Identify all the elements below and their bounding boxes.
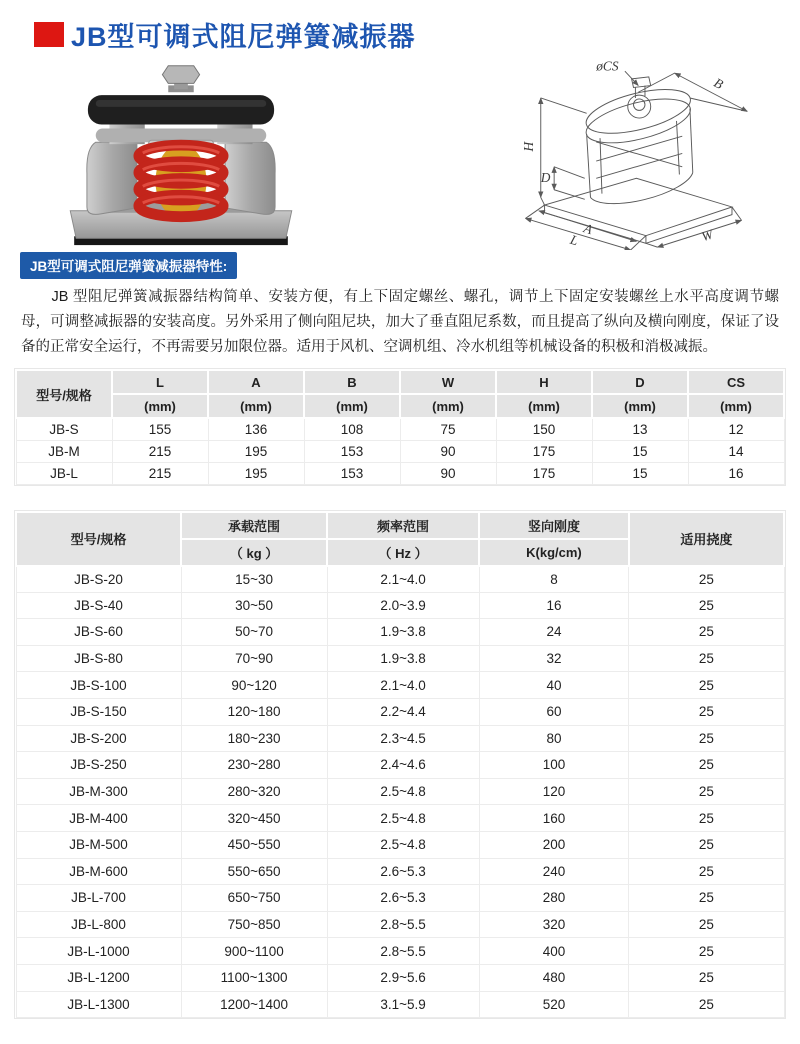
table-row [16,964,784,991]
value-cell: 215 [112,440,208,462]
value-cell: 280 [479,885,629,912]
value-cell: 2.8~5.5 [327,911,479,938]
value-cell: 90 [400,440,496,462]
table-row [16,645,784,672]
dim-label-b: B [711,74,726,93]
model-cell: JB-S [16,418,112,440]
spec-table-body [16,566,784,1018]
table-row [16,991,784,1018]
dim-label-w: W [699,226,715,245]
value-cell: 450~550 [181,831,327,858]
value-cell: 136 [208,418,304,440]
frequency-range-header: 频率范围 [327,512,479,539]
value-cell: 80 [479,725,629,752]
model-cell: JB-L [16,462,112,484]
dim-table-body [16,418,784,484]
unit-header: (mm) [592,394,688,418]
value-cell: 400 [479,938,629,965]
spring-isolator-photo [52,54,310,250]
model-cell: JB-S-60 [16,619,181,646]
dim-label-h: H [521,141,537,152]
table-row [16,885,784,912]
value-cell: 2.1~4.0 [327,672,479,699]
red-square-icon [34,22,64,47]
value-cell: 15~30 [181,566,327,593]
specification-table [14,510,786,1020]
value-cell: 2.5~4.8 [327,831,479,858]
model-cell: JB-M [16,440,112,462]
value-cell: 2.9~5.6 [327,964,479,991]
value-cell: 8 [479,566,629,593]
value-cell: 25 [629,619,784,646]
value-cell: 320 [479,911,629,938]
dim-label-a: A [581,220,595,238]
product-photo [52,54,310,250]
value-cell: 50~70 [181,619,327,646]
column-header-a: A [208,370,304,394]
value-cell: 215 [112,462,208,484]
value-cell: 2.3~4.5 [327,725,479,752]
value-cell: 75 [400,418,496,440]
dim-label-l: L [568,231,581,249]
table-row [16,805,784,832]
value-cell: 25 [629,805,784,832]
value-cell: 24 [479,619,629,646]
model-cell: JB-S-80 [16,645,181,672]
column-header-l: L [112,370,208,394]
value-cell: 13 [592,418,688,440]
value-cell: 25 [629,645,784,672]
dimension-drawing [481,54,786,250]
value-cell: 25 [629,991,784,1018]
value-cell: 195 [208,440,304,462]
unit-header: (mm) [304,394,400,418]
value-cell: 60 [479,698,629,725]
model-cell: JB-M-500 [16,831,181,858]
model-column-header: 型号/规格 [16,512,181,566]
table-row [16,698,784,725]
model-cell: JB-S-250 [16,752,181,779]
value-cell: 175 [496,440,592,462]
value-cell: 2.4~4.6 [327,752,479,779]
value-cell: 25 [629,938,784,965]
value-cell: 25 [629,592,784,619]
value-cell: 900~1100 [181,938,327,965]
value-cell: 90 [400,462,496,484]
table-row [16,752,784,779]
value-cell: 25 [629,964,784,991]
value-cell: 30~50 [181,592,327,619]
deflection-header: 适用挠度 [629,512,784,566]
model-cell: JB-L-1000 [16,938,181,965]
value-cell: 16 [688,462,784,484]
model-cell: JB-S-40 [16,592,181,619]
value-cell: 153 [304,440,400,462]
model-cell: JB-L-800 [16,911,181,938]
dimension-table [14,368,786,486]
table-row [16,911,784,938]
visuals-row [0,52,800,250]
table-row [16,592,784,619]
model-cell: JB-L-1300 [16,991,181,1018]
dimension-table-head [16,370,784,418]
value-cell: 153 [304,462,400,484]
model-cell: JB-L-1200 [16,964,181,991]
table-row [16,418,784,440]
value-cell: 1100~1300 [181,964,327,991]
features-banner: JB型可调式阻尼弹簧减振器特性: [20,252,237,279]
value-cell: 155 [112,418,208,440]
value-cell: 1.9~3.8 [327,619,479,646]
load-range-unit: （ kg ） [181,539,327,566]
value-cell: 25 [629,725,784,752]
model-cell: JB-M-400 [16,805,181,832]
value-cell: 1.9~3.8 [327,645,479,672]
value-cell: 650~750 [181,885,327,912]
value-cell: 180~230 [181,725,327,752]
table-row [16,672,784,699]
value-cell: 120 [479,778,629,805]
table-row [16,462,784,484]
page-header [34,18,800,50]
value-cell: 25 [629,911,784,938]
model-column-header: 型号/规格 [16,370,112,418]
value-cell: 25 [629,698,784,725]
value-cell: 3.1~5.9 [327,991,479,1018]
unit-header: (mm) [400,394,496,418]
model-cell: JB-S-100 [16,672,181,699]
value-cell: 320~450 [181,805,327,832]
value-cell: 120~180 [181,698,327,725]
value-cell: 25 [629,752,784,779]
unit-header: (mm) [112,394,208,418]
value-cell: 100 [479,752,629,779]
column-header-w: W [400,370,496,394]
value-cell: 2.2~4.4 [327,698,479,725]
value-cell: 25 [629,566,784,593]
value-cell: 90~120 [181,672,327,699]
value-cell: 550~650 [181,858,327,885]
table-row [16,566,784,593]
value-cell: 2.5~4.8 [327,805,479,832]
column-header-b: B [304,370,400,394]
table-row [16,725,784,752]
unit-header: (mm) [208,394,304,418]
value-cell: 280~320 [181,778,327,805]
column-header-h: H [496,370,592,394]
value-cell: 25 [629,831,784,858]
value-cell: 70~90 [181,645,327,672]
model-cell: JB-M-600 [16,858,181,885]
product-description: JB 型阻尼弹簧减振器结构简单、安装方便，有上下固定螺丝、螺孔，调节上下固定安装螺丝上水平高度调节螺母，可调整减振器的安装高度。另外采用了侧向阻尼块，加大了垂直阻尼系数，而且提高了纵向及横向刚度，保证了设备的正常安全运行，不再需要另加限位器。适用于风机、空调机组、冷水机组等机械设备的积极和消极减振。 [21,289,779,355]
specification-table-head [16,512,784,566]
value-cell: 25 [629,778,784,805]
vertical-stiffness-header: 竖向刚度 [479,512,629,539]
table-row [16,938,784,965]
value-cell: 520 [479,991,629,1018]
model-cell: JB-S-20 [16,566,181,593]
value-cell: 32 [479,645,629,672]
column-header-cs: CS [688,370,784,394]
model-cell: JB-M-300 [16,778,181,805]
value-cell: 16 [479,592,629,619]
table-row [16,778,784,805]
unit-header: (mm) [688,394,784,418]
value-cell: 240 [479,858,629,885]
model-cell: JB-L-700 [16,885,181,912]
dim-label-d: D [540,170,551,186]
table-row [16,831,784,858]
page-title: JB型可调式阻尼弹簧减振器 [71,21,416,52]
value-cell: 12 [688,418,784,440]
value-cell: 750~850 [181,911,327,938]
value-cell: 2.5~4.8 [327,778,479,805]
value-cell: 2.6~5.3 [327,858,479,885]
value-cell: 175 [496,462,592,484]
value-cell: 25 [629,885,784,912]
value-cell: 2.8~5.5 [327,938,479,965]
value-cell: 480 [479,964,629,991]
model-cell: JB-S-200 [16,725,181,752]
load-range-header: 承载范围 [181,512,327,539]
value-cell: 200 [479,831,629,858]
value-cell: 15 [592,440,688,462]
value-cell: 25 [629,672,784,699]
value-cell: 1200~1400 [181,991,327,1018]
dimension-diagram [481,54,786,250]
table-row [16,858,784,885]
value-cell: 15 [592,462,688,484]
dim-label-cs-icon: øCS [596,58,619,74]
value-cell: 108 [304,418,400,440]
value-cell: 2.0~3.9 [327,592,479,619]
value-cell: 160 [479,805,629,832]
value-cell: 14 [688,440,784,462]
value-cell: 40 [479,672,629,699]
value-cell: 230~280 [181,752,327,779]
value-cell: 2.1~4.0 [327,566,479,593]
value-cell: 150 [496,418,592,440]
table-row [16,619,784,646]
value-cell: 25 [629,858,784,885]
model-cell: JB-S-150 [16,698,181,725]
vertical-stiffness-unit: K(kg/cm) [479,539,629,566]
frequency-range-unit: （ Hz ） [327,539,479,566]
unit-header: (mm) [496,394,592,418]
value-cell: 2.6~5.3 [327,885,479,912]
column-header-d: D [592,370,688,394]
value-cell: 195 [208,462,304,484]
table-row [16,440,784,462]
